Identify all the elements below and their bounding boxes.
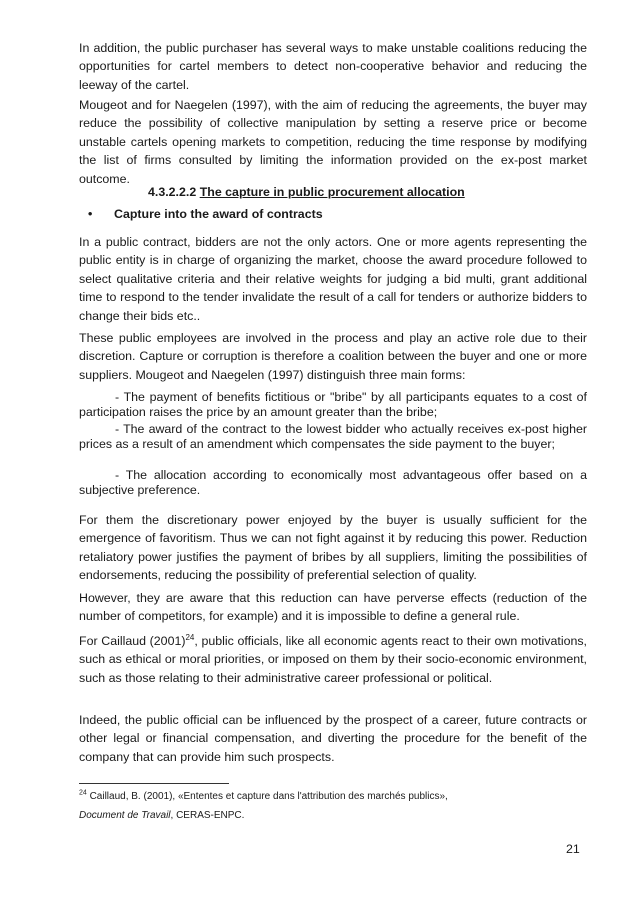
paragraph-career-prospects: Indeed, the public official can be influenced by the prospect of a career, future contracts or other legal or financial compensation, and diverting the procedure for the benefit of the company that can provide him such prospects. xyxy=(79,713,587,764)
bullet-item xyxy=(88,207,323,221)
paragraph-caillaud xyxy=(79,632,587,687)
footnote-line-2 xyxy=(79,810,244,821)
list-item-allocation xyxy=(79,468,587,498)
section-title: The capture in public procurement allocation xyxy=(199,185,465,199)
bullet-icon: • xyxy=(88,207,93,221)
section-number: 4.3.2.2.2 xyxy=(148,185,197,199)
footnote-citation: Caillaud, B. (2001), «Ententes et capture dans l'attribution des marchés publics», xyxy=(86,791,448,802)
paragraph-discretionary-power: For them the discretionary power enjoyed by the buyer is usually sufficient for the emergence of favoritism. Thus we can not fight against it by reducing this power. Reduction retaliatory power justifies the payment of bribes by all suppliers, limiting the possibilities of endorsements, reducing the possibility of preferential selection of quality. xyxy=(79,513,587,583)
list-item-text: - The payment of benefits fictitious or "bribe" by all participants equates to a cost of participation raises the price by an amount greater than the bribe; xyxy=(79,390,587,419)
paragraph-caillaud-start: For Caillaud (2001) xyxy=(79,634,186,648)
footnote-reference[interactable]: 24 xyxy=(185,632,195,642)
paragraph-public-contract: In a public contract, bidders are not the only actors. One or more agents representing the public entity is in charge of organizing the market, choose the award procedure followed to select qualitative criteria and their relative weights for judging a bid multi, grant additional time to respond to the tender invalidate the result of a call for tenders or authorize bidders to change their bids etc.. xyxy=(79,235,587,323)
paragraph-public-employees: These public employees are involved in the process and play an active role due to their discretion. Capture or corruption is therefore a coalition between the buyer and one or more suppliers. Mougeot and Naegelen (1997) distinguish three main forms: xyxy=(79,331,587,382)
list-item-text: - The award of the contract to the lowest bidder who actually receives ex-post higher prices as a result of an amendment which compensates the side payment to the buyer; xyxy=(79,422,587,451)
footnote-number: 24 xyxy=(79,789,87,797)
page-number: 21 xyxy=(566,842,580,856)
section-heading xyxy=(148,185,465,199)
paragraph-caillaud-rest: , public officials, like all economic agents react to their own motivations, such as ethical or moral priorities, or imposed on them by their socio-economic environment, such as those relating to their administrative career professional or political. xyxy=(79,634,587,685)
footnote-document-title: Document de Travail xyxy=(79,810,171,821)
paragraph-mougeot-naegelen: Mougeot and for Naegelen (1997), with the aim of reducing the agreements, the buyer may reduce the possibility of collective manipulation by setting a reserve price or become unstable cartels opening markets to competition, reducing the time response by modifying the list of firms consulted by limiting the information provided on the ex-post market outcome. xyxy=(79,98,587,186)
footnote-divider xyxy=(79,783,229,784)
list-item-lowest-bidder xyxy=(79,422,587,452)
footnote-source: , CERAS-ENPC. xyxy=(170,810,245,821)
list-item-text: - The allocation according to economically most advantageous offer based on a subjective preference. xyxy=(79,468,587,497)
paragraph-perverse-effects: However, they are aware that this reduction can have perverse effects (reduction of the number of competitors, for example) and it is impossible to define a general rule. xyxy=(79,591,587,624)
list-item-bribe xyxy=(79,390,587,420)
footnote-line-1 xyxy=(79,791,448,802)
bullet-text: Capture into the award of contracts xyxy=(114,207,323,221)
paragraph-cartel-instability: In addition, the public purchaser has several ways to make unstable coalitions reducing the opportunities for cartel members to detect non-cooperative behavior and reducing the leeway of the cartel. xyxy=(79,41,587,92)
